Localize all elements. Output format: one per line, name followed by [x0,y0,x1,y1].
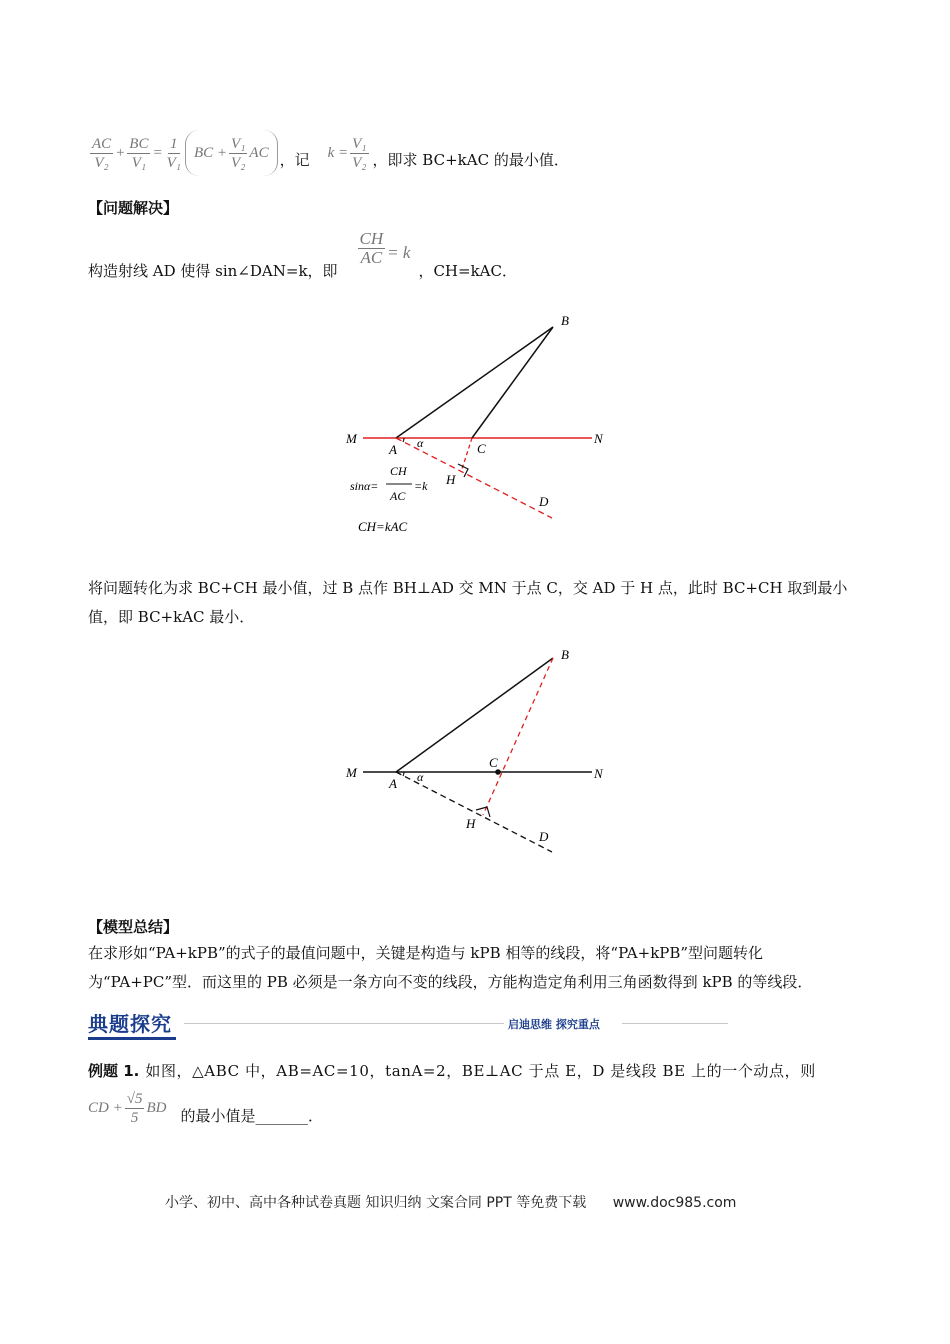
label-n: N [594,431,603,446]
label-d: D [539,494,549,509]
fraction-1-v1: $\frac{1}{\text{V₁}}$ [166,135,181,171]
footer-url[interactable]: www.doc985.com [612,1195,737,1211]
problem-heading: 【问题解决】 [88,199,179,217]
fraction-ch-ac: $\frac{CH}{AC}$ [359,229,384,267]
label-c: C [477,441,486,456]
label-n: N [594,766,603,781]
label-d: D [539,829,549,844]
sin-prefix: sinα= [350,479,379,493]
label-b: B [561,313,569,328]
fraction-k: $\frac{\text{V₁}}{\text{V₂}}$ [352,135,367,171]
transform-paragraph: 将问题转化为求 BC+CH 最小值，过 B 点作 BH⊥AD 交 MN 于点 C，交 AD 于 H 点，此时 BC+CH 取到最小值，即 BC+kAC 最小． [88,579,848,626]
figure-1 [330,305,630,545]
banner-title: 典题探究 [88,1012,172,1036]
label-h: H [466,816,476,831]
fraction-sqrt5-5: $\frac{√5}{5}$ [126,1090,143,1126]
segment-bh [483,658,553,815]
label-h: H [446,472,456,487]
label-alpha: α [417,436,424,450]
label-m: M [346,431,357,446]
bracket-group: BC + $\frac{\text{V₁}}{\text{V₂}}$ AC [185,130,278,176]
problem-line: 构造射线 AD 使得 sin∠DAN=k，即 $\frac{CH}{AC}$ = k ，CH=kAC． [88,229,517,280]
ray-ad [396,772,552,852]
ray-ad [396,438,552,518]
example-1-line [88,1060,863,1082]
label-m: M [346,765,357,780]
label-a: A [389,442,397,457]
example-1-expression: CD + $\frac{√5}{5}$ BD 的最小值是_______． [88,1090,323,1126]
figure-2 [330,640,630,860]
fraction-v1-v2: $\frac{\text{V₁}}{\text{V₂}}$ [231,135,246,171]
label-alpha: α [417,770,424,784]
summary-heading: 【模型总结】 [88,918,179,936]
banner-rule-left [184,1023,504,1024]
summary-text: 在求形如“PA+kPB”的式子的最值问题中，关键是构造与 kPB 相等的线段，将“PA+kPB”型问题转化为“PA+PC”型．而这里的 PB 必须是一条方向不变的线段，方能构造定角利用三角函数得到 kPB 的等线段． [88,944,813,991]
sin-numerator: CH [390,464,407,478]
segment-ab [396,327,553,438]
segment-bc [472,327,553,438]
label-b: B [561,647,569,662]
segment-ab [396,658,553,772]
example-1-label: 例题 1. [88,1062,140,1080]
fraction-ac-v2: $\frac{AC}{\text{V₂}}$ [92,135,112,171]
sin-denominator: AC [390,489,406,503]
banner-subtitle: 启迪思维 探究重点 [508,1018,600,1031]
banner-rule-right [622,1023,728,1024]
ch-equals-kac: CH=kAC [358,519,408,534]
banner-underline [88,1037,176,1040]
footer-text: 小学、初中、高中各种试卷真题 知识归纳 文案合同 PPT 等免费下载 [165,1195,587,1211]
label-c: C [489,755,498,770]
right-angle-mark [476,807,490,817]
label-a: A [389,776,397,791]
sin-suffix: =k [414,479,428,493]
footer [165,1192,736,1212]
section-banner [88,1008,728,1042]
fraction-bc-v1: $\frac{BC}{\text{V₁}}$ [129,135,149,171]
formula-line: $\frac{AC}{\text{V₂}}$ + $\frac{BC}{\text{V₁}}$ = $\frac{1}{\text{V₁}}$ BC + $\frac{\text{V₁}}{\text{V₂}}$ AC ，记 k = $\frac{\text{V₁}}{\text{V₂}}$ ，即求 BC+kAC 的最小值． [88,128,569,178]
example-1-text: 如图，△ABC 中，AB=AC=10，tanA=2，BE⊥AC 于点 E，D 是线段 BE 上的一个动点，则 [145,1062,816,1080]
point-c [495,769,501,775]
